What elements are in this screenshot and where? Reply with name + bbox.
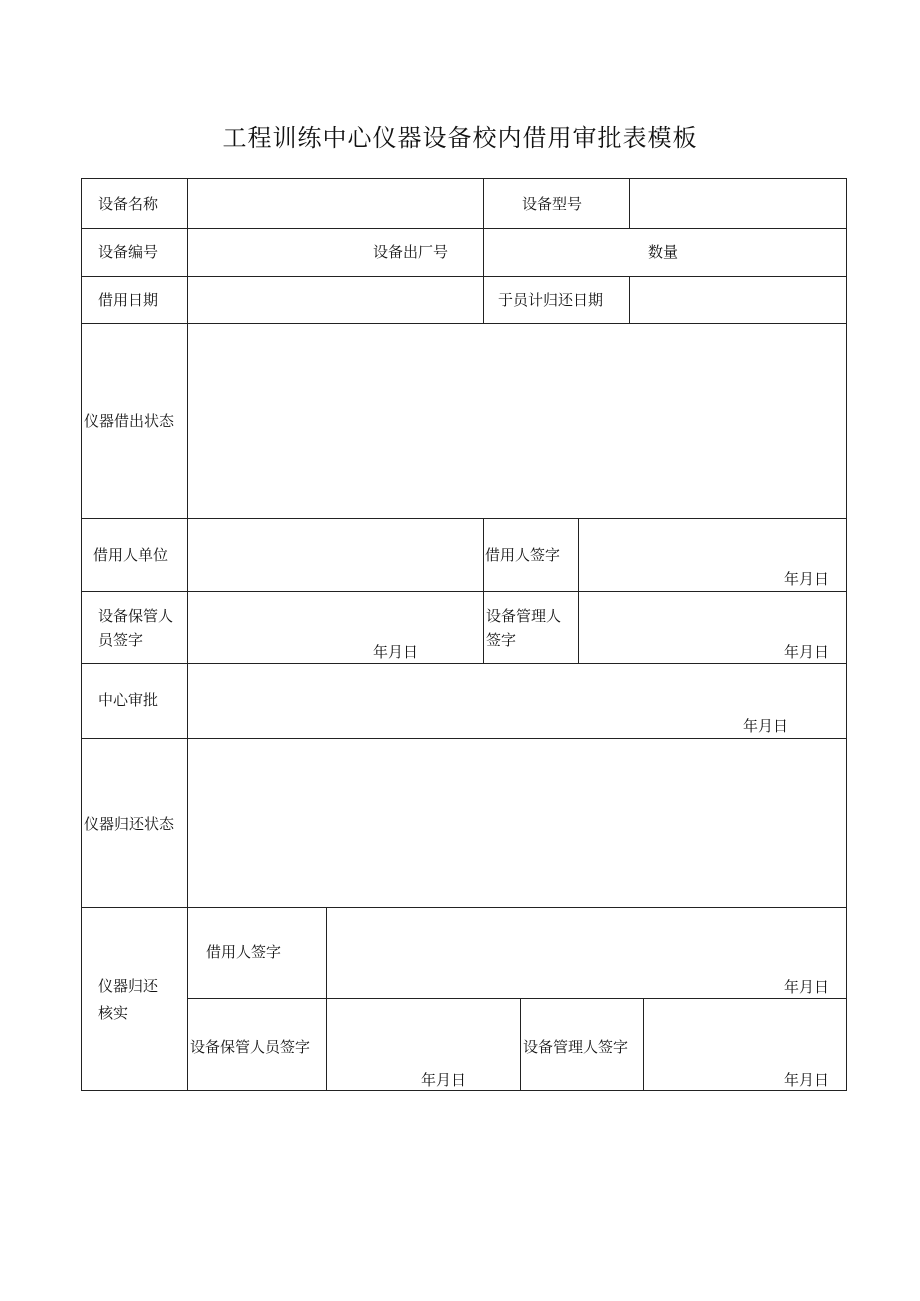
row-divider	[81, 276, 847, 277]
equipment-number-label: 设备编号	[98, 243, 159, 261]
manager-signature-label-line1: 设备管理人	[486, 607, 562, 625]
column-divider	[483, 518, 484, 664]
column-divider	[629, 276, 630, 324]
equipment-name-label: 设备名称	[98, 195, 159, 213]
keeper-signature-label-line1: 设备保管人	[98, 607, 174, 625]
center-approval-label: 中心审批	[98, 691, 159, 709]
column-divider	[326, 907, 327, 1091]
return-status-label: 仪器归还状态	[84, 815, 175, 833]
row-divider	[81, 907, 847, 908]
manager-signature-label-line2: 签字	[486, 631, 517, 649]
row-divider	[81, 228, 847, 229]
table-border-right	[846, 178, 847, 1091]
return-borrower-signature-date: 年月日	[784, 978, 830, 996]
row-divider	[187, 998, 847, 999]
quantity-label: 数量	[648, 243, 679, 261]
return-borrower-signature-label: 借用人签字	[206, 943, 282, 961]
column-divider	[629, 178, 630, 229]
table-border-top	[81, 178, 847, 179]
lend-status-label: 仪器借出状态	[84, 412, 175, 430]
borrower-signature-label: 借用人签字	[485, 546, 561, 564]
factory-number-label: 设备出厂号	[373, 243, 449, 261]
table-border-bottom	[81, 1090, 847, 1091]
return-check-label-line2: 核实	[98, 1004, 129, 1022]
column-divider	[520, 998, 521, 1091]
equipment-model-label: 设备型号	[522, 195, 583, 213]
table-border-left	[81, 178, 82, 1091]
center-approval-date: 年月日	[743, 717, 789, 735]
borrow-date-label: 借用日期	[98, 291, 159, 309]
borrower-signature-date: 年月日	[784, 570, 830, 588]
return-keeper-signature-date: 年月日	[421, 1071, 467, 1089]
row-divider	[81, 738, 847, 739]
borrower-unit-label: 借用人单位	[93, 546, 169, 564]
keeper-signature-label-line2: 员签字	[98, 631, 144, 649]
column-divider	[578, 518, 579, 664]
return-keeper-signature-label: 设备保管人员签字	[190, 1038, 311, 1056]
row-divider	[81, 591, 847, 592]
manager-signature-date: 年月日	[784, 643, 830, 661]
column-divider	[187, 178, 188, 1091]
form-title: 工程训练中心仪器设备校内借用审批表模板	[222, 124, 698, 152]
return-manager-signature-label: 设备管理人签字	[523, 1038, 629, 1056]
row-divider	[81, 323, 847, 324]
column-divider	[483, 178, 484, 324]
return-manager-signature-date: 年月日	[784, 1071, 830, 1089]
row-divider	[81, 663, 847, 664]
column-divider	[643, 998, 644, 1091]
return-check-label-line1: 仪器归还	[98, 977, 159, 995]
planned-return-date-label: 于员计归还日期	[498, 291, 604, 309]
keeper-signature-date: 年月日	[373, 643, 419, 661]
row-divider	[81, 518, 847, 519]
